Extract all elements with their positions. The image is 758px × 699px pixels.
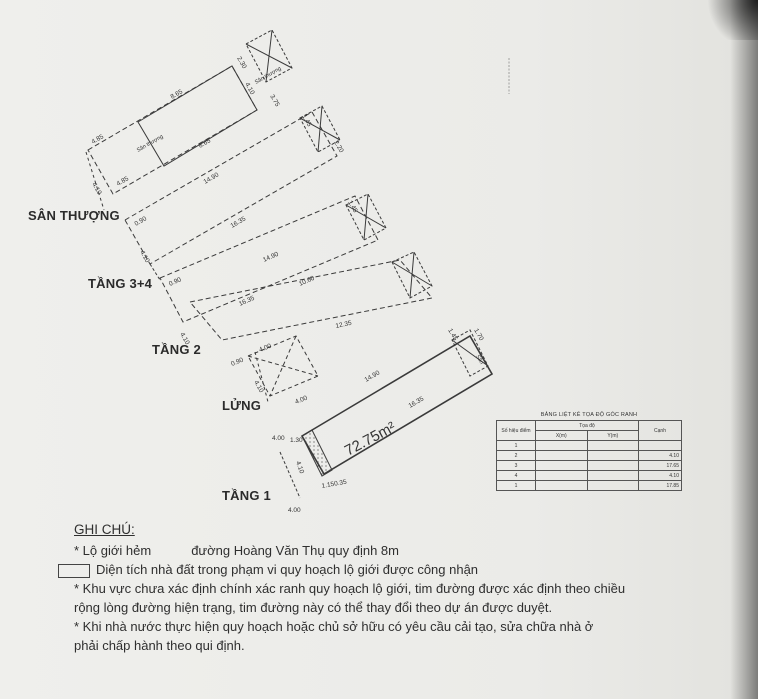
cell-point: 3 — [497, 461, 536, 471]
area-label: 72.75m² — [341, 418, 399, 460]
note-legend-text: Diện tích nhà đất trong phạm vi quy hoạch lộ giới được công nhận — [96, 562, 479, 577]
plan-ground-floor — [280, 327, 492, 498]
label-tang-3-4: TẦNG 3+4 — [88, 276, 153, 291]
table-row — [497, 461, 682, 471]
note-line — [74, 560, 714, 579]
legend-swatch — [58, 564, 90, 578]
header-x: X(m) — [536, 431, 588, 441]
table-row — [497, 451, 682, 461]
dim-roof-bottom: 8.65 — [197, 137, 212, 150]
header-point: Số hiệu điểm — [497, 421, 536, 441]
cell-point: 1 — [497, 481, 536, 491]
coordinate-table-grid — [496, 420, 682, 491]
dim-f34-left: 0.90 — [133, 215, 148, 228]
cell-edge: 4.10 — [639, 471, 682, 481]
plan-floor-3-4 — [125, 106, 340, 280]
dim-f2-top: 14.90 — [261, 250, 280, 264]
dim-lung-side: 4.10 — [252, 379, 265, 394]
note-line: phải chấp hành theo qui định. — [74, 638, 245, 653]
dim-roof-top: 8.65 — [169, 88, 184, 101]
dim-f2-bottom-a: 16.35 — [237, 294, 256, 308]
label-tang-1: TẦNG 1 — [222, 488, 271, 503]
dim-f34-side: 1.45 — [300, 113, 313, 128]
dim-g-bottom: 16.35 — [407, 395, 426, 410]
notes-section — [74, 520, 714, 655]
plan-roof-terrace — [88, 30, 292, 194]
dim-f34-top: 14.90 — [202, 171, 221, 186]
dim-roof-side-3: 3.75 — [268, 93, 281, 108]
cell-edge — [639, 441, 682, 451]
coordinate-table — [496, 412, 682, 491]
dim-g-left: 4.00 — [272, 435, 285, 442]
note-road-label: * Lộ giới hẻm — [74, 543, 152, 558]
dim-roof-side-2: 4.10 — [243, 81, 256, 96]
cell-point: 4 — [497, 471, 536, 481]
dim-f2-left: 0.90 — [167, 276, 183, 288]
cell-point: 2 — [497, 451, 536, 461]
table-row — [497, 481, 682, 491]
dim-f34-side-2: 2.20 — [332, 139, 345, 154]
note-road-rule: đường Hoàng Văn Thụ quy định 8m — [191, 543, 399, 558]
cell-edge: 17.65 — [639, 461, 682, 471]
table-row — [497, 441, 682, 451]
label-san: Sân — [474, 354, 485, 366]
dim-lung-void-b: 4.00 — [294, 394, 309, 406]
dim-f34-bottom: 16.35 — [229, 215, 248, 230]
dim-roof-side-4: 4.10 — [90, 181, 103, 196]
dim-roof-left-bottom: 4.85 — [115, 175, 130, 188]
dim-g-left-2: 1.30 — [290, 437, 303, 444]
dim-g-bottom-left: 4.00 — [288, 507, 301, 514]
header-coord: Tọa độ — [536, 421, 639, 431]
dim-roof-side-1: 2.30 — [235, 55, 248, 70]
cell-edge: 4.10 — [639, 451, 682, 461]
note-line: * Khi nhà nước thực hiện quy hoạch hoặc chủ sở hữu có yêu cầu cải tạo, sửa chữa nhà ở — [74, 619, 594, 634]
dim-g-side: 1.45 — [446, 327, 459, 342]
dim-f2-bottom-b: 10.60 — [297, 274, 316, 288]
dim-g-top: 14.90 — [363, 369, 382, 384]
note-line — [74, 541, 714, 560]
header-edge: Cạnh — [639, 421, 682, 441]
dim-f2-left-2: 4.10 — [178, 331, 191, 346]
cell-point: 1 — [497, 441, 536, 451]
label-roof-terrace-2: Sân thượng — [254, 65, 283, 86]
dim-g-left-3: 4.10 — [294, 460, 306, 475]
dim-g-front: 1.150.35 — [321, 478, 348, 490]
note-line: rộng lòng đường hiện trạng, tim đường này có thể thay đổi theo dự án được duyệt. — [74, 600, 553, 615]
dim-f2-side: 1.45 — [346, 199, 359, 214]
dim-lung-void-a: 4.00 — [258, 342, 273, 354]
dim-f34-left-2: 4.10 — [138, 249, 151, 264]
label-tang-2: TẦNG 2 — [152, 342, 201, 357]
note-line: * Khu vực chưa xác định chính xác ranh quy hoạch lộ giới, tim đường được xác định theo chiều — [74, 581, 626, 596]
label-roof-terrace-1: Sân thượng — [136, 133, 165, 154]
label-san-thuong: SÂN THƯỢNG — [28, 208, 120, 223]
table-row — [497, 471, 682, 481]
header-y: Y(m) — [587, 431, 639, 441]
dim-roof-left-top: 4.85 — [90, 133, 105, 146]
label-lung: LỬNG — [222, 398, 262, 413]
dim-lung-top: 12.35 — [334, 319, 353, 330]
notes-title: GHI CHÚ: — [74, 522, 135, 537]
dim-lung-left: 0.90 — [230, 356, 245, 368]
plan-mezzanine — [190, 252, 432, 340]
coordinate-table-caption: BẢNG LIỆT KÊ TỌA ĐỘ GÓC RANH — [540, 412, 638, 418]
cell-edge: 17.85 — [639, 481, 682, 491]
dim-g-side-2: 1.70 — [472, 327, 485, 342]
